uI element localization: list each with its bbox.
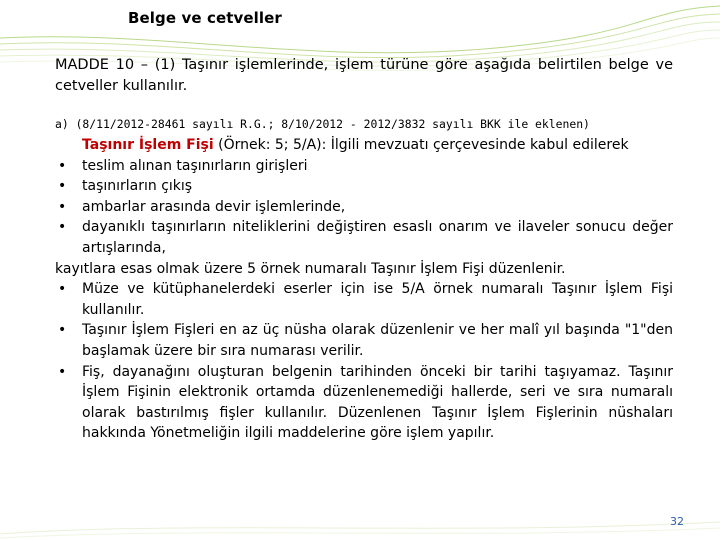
fis-intro	[55, 135, 673, 156]
list-item: • Fiş, dayanağını oluşturan belgenin tarihinden önceki bir tarihi taşıyamaz. Taşınır İşlem Fişinin elektronik ortamda düzenlenemediği hallerde, seri ve sıra numaralı olarak bastırılmış fişler kullanılır. Düzenlenen Taşınır İşlem Fişlerinin nüshaları hakkında Yönetmeliğin ilgili maddelerine göre işlem yapılır.	[58, 363, 673, 442]
bullet-icon: •	[58, 178, 67, 195]
bullet-icon: •	[58, 157, 67, 174]
list-item: • teslim alınan taşınırların girişleri	[55, 156, 673, 177]
subsection-a-heading: a) (8/11/2012-28461 sayılı R.G.; 8/10/2012 - 2012/3832 sayılı BKK ile eklenen)	[55, 117, 590, 131]
content-body	[55, 135, 673, 444]
bullet-icon: •	[58, 281, 67, 298]
list-item: • Müze ve kütüphanelerdeki eserler için ise 5/A örnek numaralı Taşınır İşlem Fişi kullanılır.	[58, 281, 673, 318]
bullet-icon: •	[58, 363, 67, 380]
madde-paragraph: MADDE 10 – (1) Taşınır işlemlerinde, işlem türüne göre aşağıda belirtilen belge ve cetveller kullanılır.	[55, 57, 673, 94]
list-item: • ambarlar arasında devir işlemlerinde,	[55, 197, 673, 218]
fis-description: (Örnek: 5; 5/A): İlgili mevzuatı çerçevesinde kabul edilerek	[213, 137, 629, 153]
bullet-icon: •	[58, 198, 67, 215]
kayit-line: kayıtlara esas olmak üzere 5 örnek numaralı Taşınır İşlem Fişi düzenlenir.	[55, 260, 566, 277]
bullet-icon: •	[58, 322, 67, 339]
list-item: • Taşınır İşlem Fişleri en az üç nüsha olarak düzenlenir ve her malî yıl başında "1"den başlamak üzere bir sıra numarası verilir.	[58, 322, 673, 359]
page-number: 32	[670, 515, 684, 528]
list-item: • taşınırların çıkış	[55, 176, 673, 197]
bullet-icon: •	[58, 219, 67, 236]
list-item: • dayanıklı taşınırların niteliklerini değiştiren esaslı onarım ve ilaveler sonucu değer artışlarında,	[58, 219, 673, 256]
slide-title: Belge ve cetveller	[128, 9, 282, 27]
fis-title: Taşınır İşlem Fişi	[82, 137, 214, 153]
